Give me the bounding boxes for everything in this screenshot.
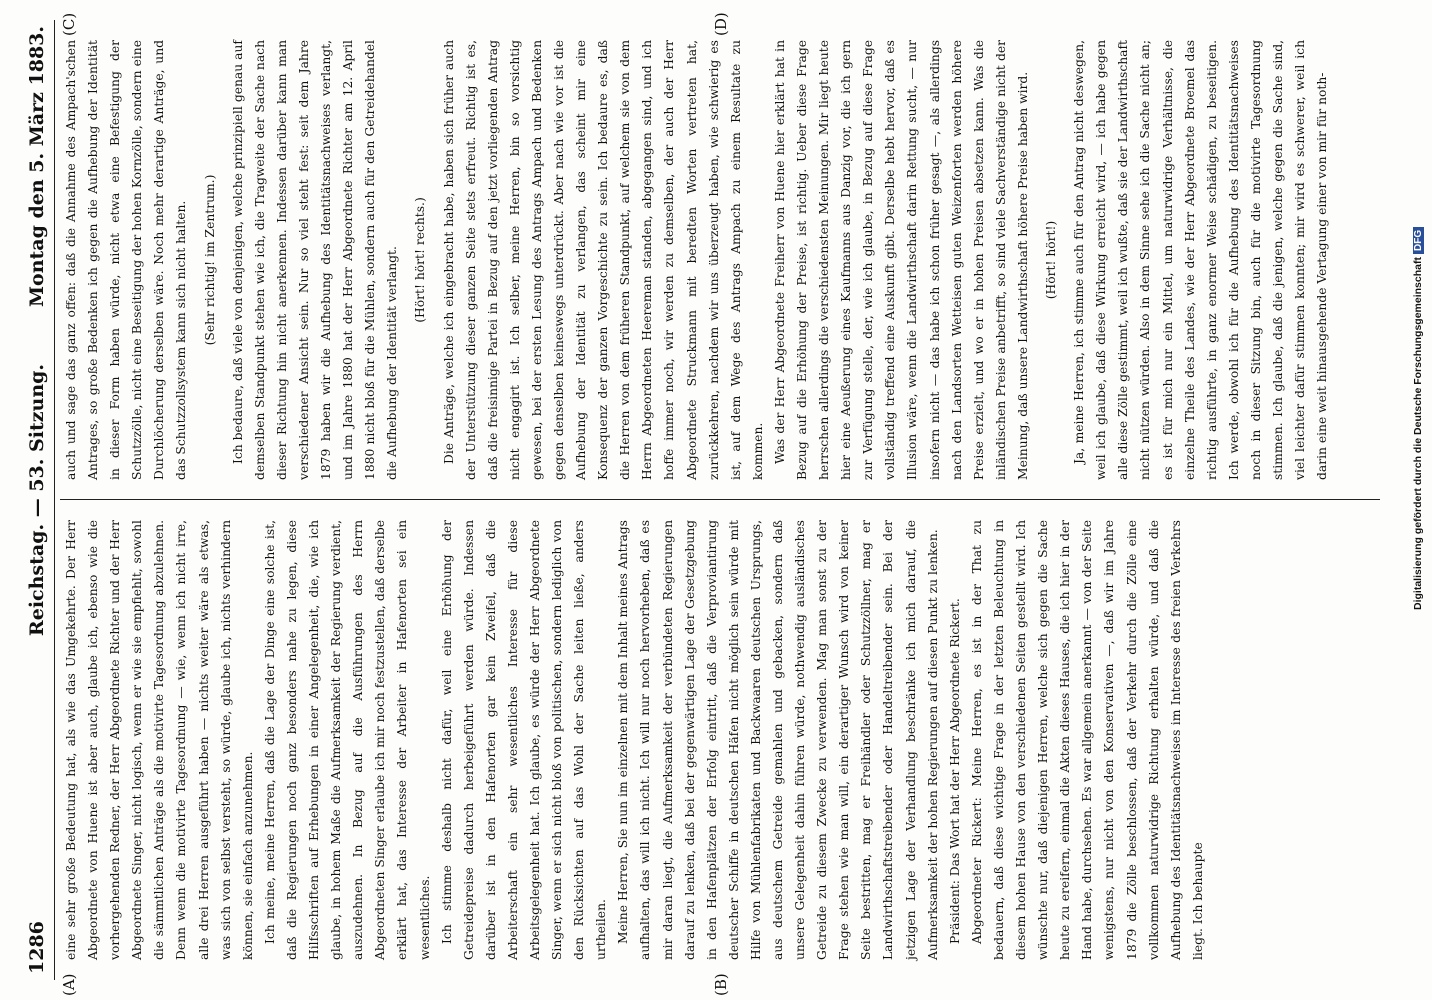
interjection: (Hört! hört! rechts.): [413, 197, 428, 323]
paragraph: Ja, meine Herren, ich stimme auch für den Antrag nicht deswegen, weil ich glaube, daß diese Wirkung erreicht wird, — ich habe gegen alle diese Zölle gestimmt, weil ich wußte, daß sie der Landwirthschaft nicht nützen würden. Also in dem Sinne sehe ich die Sache nicht an; es ist für mich nur ein Mittel, um naturwidrige Verhältnisse, die einzelne Theile des Landes, wie der Herr Abgeordnete Broemel das richtig ausführte, in ganz enormer Weise schädigen, zu beseitigen. Ich werde, obwohl ich für die Aufhebung des Identitätsnachweises noch in dieser Sitzung bin, auch für die motivirte Tagesordnung stimmen. Ich glaube, daß die jenigen, welche gegen die Sache sind, viel leichter dafür stimmen konnten; mir wird es schwerer, weil ich darin eine weit hinausgehende Vertagung einer von mir für noth-: [1072, 40, 1330, 480]
page-header: [20, 20, 55, 980]
rotated-page: [20, 12, 1400, 996]
interjection: (Hört! hört!): [1044, 220, 1059, 300]
margin-mark-a: (A): [60, 973, 78, 996]
paragraph: Meine Herren, Sie nun im einzelnen mit dem Inhalt meines Antrags aufhalten, das will ich nicht. Ich will nur noch hervorheben, daß es mir daran liegt, die Aufmerksamkeit der verbündeten Regierungen darauf zu lenken, daß bei der gegenwärtigen Lage der Gesetzgebung in den Hafenplätzen der Erfolg eintritt, daß die Verproviantirung deutscher Schiffe in deutschen Häfen nicht möglich sein würde mit Hilfe von Mühlenfabrikaten und Backwaaren deutschen Ursprungs, aus deutschem Getreide gemahlen und gebacken, sondern daß unsere Gelegenheit dahin führen würde, nothwendig ausländisches Getreide zu diesem Zwecke zu verwenden. Mag man sonst zu der Frage stehen wie man will, ein derartiger Wunsch wird von keiner Seite bestritten, mag er Freihändler oder Schutzzöllner, mag er Landwirthschaftstreibender oder Handeltreibender sein. Bei der jetzigen Lage der Verhandlung beschränke ich mich darauf, die Aufmerksamkeit der hohen Regierungen auf diesen Punkt zu lenken.: [616, 520, 940, 960]
footer-strip: [1408, 20, 1428, 980]
paragraph: Ich bedaure, daß viele von denjenigen, welche prinzipiell genau auf demselben Standpunkt stehen wie ich, die Tragweite der Sache nach dieser Richtung hin nicht anerkennen. Indessen darüber kann man verschiedener Ansicht sein. Nur so viel steht fest: seit dem Jahre 1879 haben wir die Aufhebung des Identitätsnachweises verlangt, und im Jahre 1880 hat der Herr Abgeordnete Richter am 12. April 1880 nicht bloß für die Mühlen, sondern auch für den Getreidehandel die Aufhebung der Identität verlangt.: [230, 40, 400, 480]
paragraph: Ich stimme deshalb nicht dafür, weil eine Erhöhung der Getreidepreise dadurch herbeigeführt werden würde. Indessen darüber ist in den Hafenorten gar kein Zweifel, daß die Arbeiterschaft ein sehr wesentliches Interesse für diese Arbeitsgelegenheit hat. Ich glaube, es würde der Herr Abgeordnete Singer, wenn er sich nicht bloß von politischen, sondern lediglich von den Rücksichten auf das Wohl der Sache leiten ließe, anders urtheilen.: [439, 520, 609, 960]
interjection: (Sehr richtig! im Zentrum.): [202, 174, 217, 346]
left-column: [60, 520, 1209, 960]
paragraph: Abgeordneter Rickert: Meine Herren, es ist in der That zu bedauern, daß diese wichtige Frage in der letzten Beleuchtung in diesem hohen Hause von den verschiedenen Seiten gestellt wird. Ich wünschte nur, daß diejenigen Herren, welche sich gegen die Sache heute zu ereifern, einmal die Akten dieses Hauses, die ich hier in der Hand habe, durchsehen. Es war allgemein anerkannt — von der Seite wenigstens, nur nicht von den Konservativen —, daß wir im Jahre 1879 die Zölle beschlossen, daß der Verkehr durch die Zölle eine vollkommen naturwidrige Richtung erhalten würde, und daß die Aufhebung des Identitätsnachweises im Interesse des freien Verkehrs liegt. Ich behaupte: [969, 520, 1205, 960]
margin-mark-b: (B): [712, 973, 730, 996]
digitization-text: Digitalisierung gefördert durch die Deutsche Forschungsgemeinschaft: [1412, 257, 1424, 610]
paragraph: Ich meine, meine Herren, daß die Lage der Dinge eine solche ist, daß die Regierungen noch ganz besonders nahe zu legen, diese Hilfsschriften auf Erhebungen in einer Angelegenheit, die, wie ich glaube, in hohem Maße die Aufmerksamkeit der Regierung verdient, auszudehnen. In Bezug auf die Ausführungen des Herrn Abgeordneten Singer erlaube ich mir noch festzustellen, daß derselbe erklärt hat, das Interesse der Arbeiter in Hafenorten sei ein wesentliches.: [262, 520, 432, 960]
digitization-note: [1412, 227, 1424, 610]
column-divider: [60, 499, 1380, 500]
right-column: [60, 40, 1333, 480]
paragraph: eine sehr große Bedeutung hat, als wie das Umgekehrte. Der Herr Abgeordnete von Huene ist aber auch, glaube ich, ebenso wie die vorhergehenden Redner, der Herr Abgeordnete Richter und der Herr Abgeordnete Singer, nicht logisch, wenn er wie sie empfiehlt, sowohl die sämmtlichen Anträge als die motivirte Tagesordnung abzulehnen. Denn wenn die motivirte Tagesordnung — wie, wenn ich nicht irre, alle drei Herren ausgeführt haben — nichts weiter wäre als etwas, was sich von selbst versteht, so würde, glaube ich, nichts verhindern können, sie einfach anzunehmen.: [64, 520, 255, 960]
session-date: Montag den 5. März 1883.: [26, 26, 48, 308]
margin-mark-d: (D): [712, 12, 730, 36]
president-line: Präsident: Das Wort hat der Herr Abgeordnete Rickert.: [947, 598, 962, 944]
page-number: 1286: [26, 921, 48, 974]
dfg-logo: DFG: [1413, 227, 1424, 254]
margin-mark-c: (C): [60, 12, 78, 36]
paragraph: Was der Herr Abgeordnete Freiherr von Huene hier erklärt hat in Bezug auf die Erhöhung der Preise, ist richtig. Ueber diese Frage herrschen allerdings die verschiedensten Meinungen. Mir liegt heute hier eine Aeußerung eines Kaufmanns aus Danzig vor, die ich gern zur Verfügung stelle, der, wie ich glaube, in Bezug auf diese Frage vollständig treffend eine Auskunft gibt. Derselbe hebt hervor, daß es Illusion wäre, wenn die Landwirthschaft darin Rettung sucht, — nur insofern nicht — das habe ich schon früher gesagt —, als allerdings nach den Landsorten Wetteisen guten Weizenforten werden höhere Preise erzielt, und wo er in hohen Preisen absetzen kann. Was die inländischen Preise anbetrifft, so sind viele Sachverständige nicht der Meinung, daß unsere Landwirthschaft höhere Preise haben wird.: [772, 40, 1030, 480]
session-title: Reichstag. — 53. Sitzung.: [26, 363, 48, 637]
paragraph: Die Anträge, welche ich eingebracht habe, haben sich früher auch der Unterstützung dieser ganzen Seite stets erfreut. Richtig ist es, daß die freisinnige Partei in Bezug auf den jetzt vorliegenden Antrag nicht engagirt ist. Ich selber, meine Herren, bin so vorsichtig gewesen, bei der ersten Lesung des Antrags Ampach und Bedenken gegen denselben keineswegs unterdrückt. Aber nach wie vor ist die Aufhebung der Identität zu verlangen, das scheint mir eine Konsequenz der ganzen Vorgeschichte zu sein. Ich bedaure es, daß die Herren von dem früheren Standpunkt, auf welchem sie von dem Herrn Abgeordneten Heereman standen, abgegangen sind, und ich hoffe immer noch, wir werden zu demselben, der auch der Herr Abgeordnete Struckmann mit beredten Worten vertreten hat, zurückkehren, nachdem wir uns überzeugt haben, wie schwierig es ist, auf dem Wege des Antrags Ampach zu einem Resultate zu kommen.: [441, 40, 765, 480]
paragraph: auch und sage das ganz offen: daß die Annahme des Ampach'schen Antrages, so große Bedenken ich gegen die Aufhebung der Identität in dieser Form haben würde, nicht etwa eine Befestigung der Schutzzölle, nicht eine Beseitigung der hohen Kornzölle, sondern eine Durchlöcherung derselben wäre. Noch mehr derartige Anträge, und das Schutzzollsystem kann sich nicht halten.: [64, 40, 189, 480]
